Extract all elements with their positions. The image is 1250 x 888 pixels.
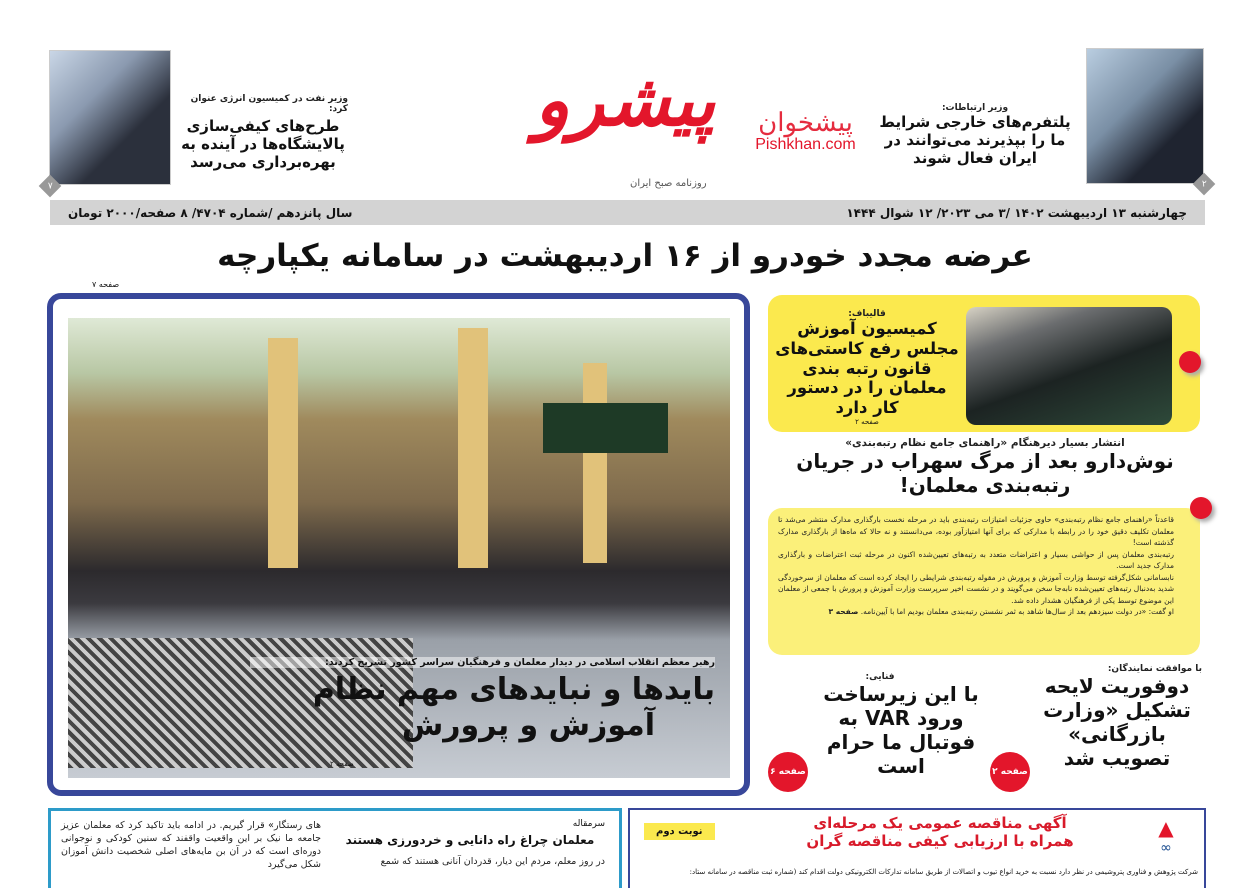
company-logo: ▲ ∞ (1158, 816, 1174, 856)
paragraph: رتبه‌بندی معلمان پس از حواشی بسیار و اعتراضات متعدد به رتبه‌های تعیین‌شده اکنون در مرحله ثبت اعتراضات و بارگذاری مدارک جدید است. (778, 549, 1174, 570)
page-badge: صفحه ۶ (768, 752, 808, 792)
ad-text: شرکت پژوهش و فناوری پتروشیمی در نظر دارد نسبت به خرید انواع تیوب و اتصالات از طریق سامانه تدارکات الکترونیکی دولت اقدام کند (شماره ثبت مناقصه در سامانه ستاد: (689, 868, 1198, 876)
bullet-dot (1179, 351, 1201, 373)
top-right-story[interactable] (875, 103, 1075, 167)
kicker: قالیباف: (848, 309, 886, 319)
logo-subtitle: روزنامه صبح ایران (630, 178, 707, 189)
pillar (458, 328, 488, 568)
parliament-story[interactable] (768, 295, 1200, 432)
editorial-title: معلمان چراغ راه دانایی و خردورزی هستند (345, 833, 595, 847)
page-tag: ۷ (39, 175, 62, 198)
pillar (268, 338, 298, 568)
headline: پلتفرم‌های خارجی شرایط ما را بپذیرند می‌توانند در ایران فعال شوند (879, 113, 1071, 167)
ministry-story[interactable] (992, 664, 1202, 770)
kicker: با موافقت نمایندگان: (1107, 664, 1202, 674)
kicker: رهبر معظم انقلاب اسلامی در دیدار معلمان و فرهنگیان سراسر کشور تشریح کردند: (250, 657, 715, 668)
editorial-column-2: های رستگار» قرار گیریم. در ادامه باید تاکید کرد که معلمان عزیز جامعه ما نیک بر این واقعیت واقفند که سنین کودکی و نوجوانی دوره‌ای است که در آن بن مایه‌های اصلی شخصیت دانش آموزان شکل می‌گیرد (61, 820, 321, 870)
ranking-story-head[interactable] (770, 437, 1200, 497)
paragraph: نابسامانی شکل‌گرفته توسط وزارت آموزش و پرورش در مقوله رتبه‌بندی شرایطی را ایجاد کرده است که معلمان از سرخوردگی شدید به‌دنبال رتبه‌های تعیین‌شده نابه‌جا سخن می‌گویند و در نشست اخیر سرپرست وزارت آموزش و پرورش با جمعی از معلمان این موضوع توسط یکی از فرهنگیان هشدار داده شد. (778, 572, 1174, 605)
editorial-box[interactable] (48, 808, 622, 888)
headline: کمیسیون آموزش مجلس رفع کاستی‌های قانون رتبه بندی معلمان را در دستور کار دارد (775, 319, 959, 418)
page-tag: ۲ (1193, 173, 1216, 196)
watermark-text: پیشخوان (758, 108, 853, 138)
banner (543, 403, 668, 453)
headline-line-1: بایدها و نبایدهای مهم نظام (312, 672, 715, 707)
headline: با این زیرساخت ورود VAR به فوتبال ما حرام است (823, 682, 979, 778)
parliament-photo (966, 307, 1172, 425)
headline: دوفوریت لایحه تشکیل «وزارت بازرگانی» تصویب شد (1043, 674, 1191, 770)
kicker: وزیر نفت در کمیسیون انرژی عنوان کرد: (190, 94, 348, 114)
ad-badge: نوبت دوم (644, 823, 715, 840)
page-ref: صفحه ۳ (828, 607, 859, 616)
pillar (583, 363, 607, 563)
editorial-text: در روز معلم، مردم این دیار، قدردان آنانی هستند که شمع (380, 856, 605, 867)
headline: طرح‌های کیفی‌سازی پالایشگاه‌ها در آینده به بهره‌برداری می‌رسد (181, 117, 345, 171)
paragraph: قاعدتاً «راهنمای جامع نظام رتبه‌بندی» حاوی جزئیات امتیازات رتبه‌بندی باید در مرحله نخست بارگذاری مدارک منتشر می‌شد تا معلمان تکلیف دقیق خود را در رابطه با مدارکی که برای آنها امتیازآور بوده، می‌دانستند و نه حالا که ماه‌ها از بارگذاری مدارک گذشته است! (778, 515, 1174, 547)
ad-title-1: آگهی مناقصه عمومی یک مرحله‌ای (813, 814, 1067, 832)
main-headline-page: صفحه ۷ (92, 280, 120, 289)
kicker: انتشار بسیار دیرهنگام «راهنمای جامع نظام رتبه‌بندی» (845, 437, 1125, 449)
date-bar (50, 200, 1205, 225)
paragraph-text: او گفت: «در دولت سیزدهم بعد از سال‌ها شاهد به ثمر نشستن رتبه‌بندی معلمان بودیم اما با آیین‌نامه. (860, 607, 1174, 616)
tender-ad[interactable] (628, 808, 1206, 888)
top-left-story[interactable] (178, 94, 348, 171)
bullet-dot (1190, 497, 1212, 519)
date: چهارشنبه ۱۳ اردیبهشت ۱۴۰۲ /۳ می ۲۰۲۳/ ۱۲ شوال ۱۴۴۴ (846, 205, 1187, 220)
pishkhan-watermark (748, 108, 863, 154)
headline-line-2: آموزش و پرورش (401, 708, 655, 743)
ranking-story-body (768, 508, 1200, 655)
lead-story-text[interactable] (250, 657, 715, 744)
issue-info: سال پانزدهم /شماره ۴۷۰۴/ ۸ صفحه/۲۰۰۰ تومان (68, 205, 353, 220)
main-headline[interactable]: عرضه مجدد خودرو از ۱۶ اردیبهشت در سامانه یکپارچه (217, 238, 1033, 274)
ad-title-2: همراه با ارزیابی کیفی مناقصه گران (806, 832, 1074, 850)
newspaper-logo: پیشرو (534, 57, 716, 142)
editorial-label: سرمقاله (572, 819, 605, 829)
paragraph (778, 606, 1174, 618)
kicker: وزیر ارتباطات: (941, 103, 1009, 113)
minister-photo-right (1086, 48, 1204, 184)
watermark-url: Pishkhan.com (755, 136, 856, 153)
minister-photo-left (49, 50, 171, 185)
lead-story-page: صفحه ۲ (330, 760, 354, 768)
kicker: فنایی: (865, 672, 895, 682)
page-badge: صفحه ۲ (990, 752, 1030, 792)
page-ref: صفحه ۲ (855, 417, 879, 426)
headline: نوش‌دارو بعد از مرگ سهراب در جریان رتبه‌بندی معلمان! (796, 449, 1174, 497)
